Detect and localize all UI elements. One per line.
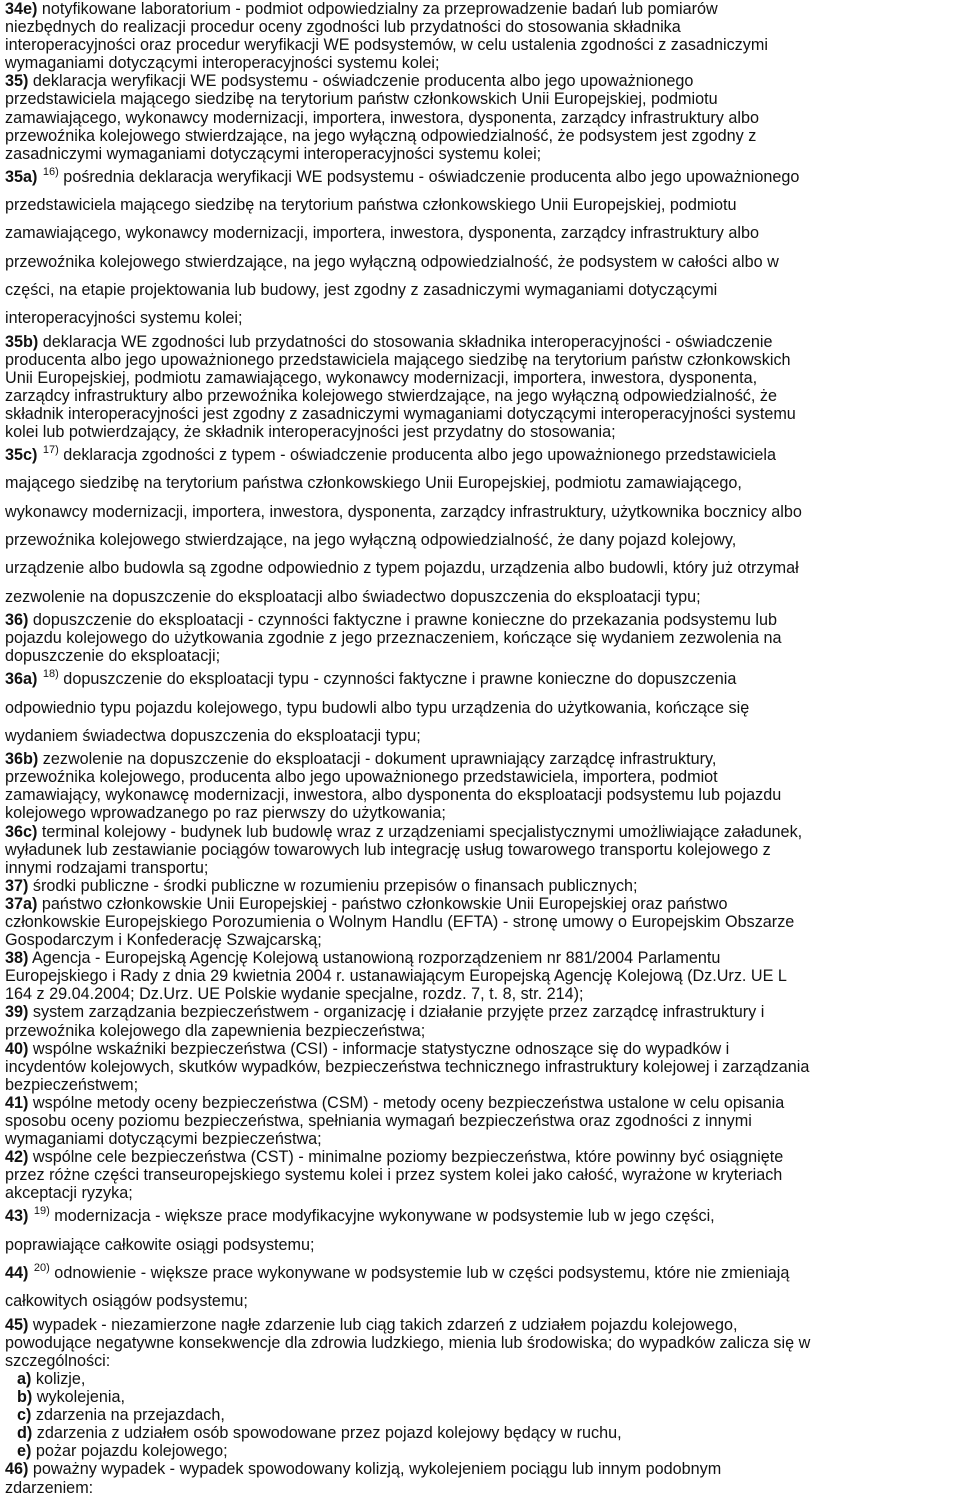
definition-45c	[5, 1406, 954, 1424]
definition-text: dopuszczenie do eksploatacji - czynności faktyczne i prawne konieczne do przekazania podsystemu lub	[28, 610, 778, 629]
definition-line	[5, 841, 954, 859]
definition-text: zamawiającego, wykonawcy modernizacji, importera, inwestora, dysponenta, zarządcy infrastruktury albo	[5, 224, 759, 243]
definition-line	[5, 441, 954, 469]
definition-text: przewoźnika kolejowego dla zapewnienia bezpieczeństwa;	[5, 1021, 426, 1040]
definition-35c	[5, 441, 954, 611]
definition-text: wspólne wskaźniki bezpieczeństwa (CSI) - informacje statystyczne odnoszące się do wypadków i	[28, 1039, 730, 1058]
definition-text: mającego siedzibę na terytorium państwa członkowskiego Unii Europejskiej, podmiotu zamawiającego,	[5, 474, 742, 493]
definition-text: przewoźnika kolejowego, producenta albo jego upoważnionego przedstawiciela, importera, podmiot	[5, 768, 718, 787]
definition-number: c)	[17, 1406, 32, 1425]
definition-line	[5, 1316, 954, 1334]
definition-number: 40)	[5, 1039, 29, 1058]
definition-text: całkowitych osiągów podsystemu;	[5, 1292, 248, 1311]
definition-text: poważny wypadek - wypadek spowodowany kolizją, wykolejeniem pociągu lub innym podobnym	[28, 1460, 722, 1479]
definition-line	[5, 1112, 954, 1130]
definition-line	[5, 1388, 954, 1406]
definition-line	[5, 1202, 954, 1230]
definition-line	[5, 333, 954, 351]
definition-35b	[5, 333, 954, 442]
definition-line	[5, 109, 954, 127]
definition-text: przewoźnika kolejowego stwierdzające, na jego wyłączną odpowiedzialność, że dany pojazd kolejowy,	[5, 531, 737, 550]
definition-number: 41)	[5, 1093, 29, 1112]
definition-text: zamawiający, wykonawcę modernizacji, inwestora, albo dysponenta do eksploatacji podsystemu lub pojazdu	[5, 786, 782, 805]
definition-line	[5, 804, 954, 822]
definition-number: 42)	[5, 1148, 29, 1167]
definition-text: pożar pojazdu kolejowego;	[31, 1442, 228, 1461]
definition-46	[5, 1460, 954, 1496]
definition-line	[5, 405, 954, 423]
definition-text: kolizje,	[31, 1369, 86, 1388]
definition-text: bezpieczeństwem;	[5, 1075, 139, 1094]
definition-text: dopuszczenie do eksploatacji;	[5, 647, 221, 666]
definition-text: przewoźnika kolejowego stwierdzające, na jego wyłączną odpowiedzialność, że podsystem jest zgodny z	[5, 126, 757, 145]
definition-line	[5, 18, 954, 36]
definition-35	[5, 72, 954, 162]
definition-text: Gospodarczym i Konfederację Szwajcarską;	[5, 931, 322, 950]
definition-text: producenta albo jego upoważnionego przedstawiciela mającego siedzibę na terytorium państw członkowskich	[5, 350, 791, 369]
definition-line	[5, 554, 954, 582]
definition-text: zdarzenia na przejazdach,	[31, 1406, 225, 1425]
definition-text: wymaganiami dotyczącymi bezpieczeństwa;	[5, 1130, 322, 1149]
definition-line	[5, 219, 954, 247]
definition-34e	[5, 0, 954, 72]
definition-line	[5, 526, 954, 554]
definition-number: 43)	[5, 1207, 29, 1226]
definition-number: 44)	[5, 1264, 29, 1283]
definition-text: zezwolenie na dopuszczenie do eksploatacji albo świadectwo dopuszczenia do eksploatacji typu;	[5, 587, 701, 606]
definition-text: terminal kolejowy - budynek lub budowlę wraz z urządzeniami specjalistycznymi umożliwiające załadunek,	[37, 822, 803, 841]
definition-line	[5, 1184, 954, 1202]
definition-36b	[5, 750, 954, 822]
definition-text: Agencja - Europejską Agencję Kolejową ustanowioną rozporządzeniem nr 881/2004 Parlamentu	[28, 949, 721, 968]
definition-text: wydaniem świadectwa dopuszczenia do eksploatacji typu;	[5, 726, 421, 745]
definition-line	[5, 611, 954, 629]
definition-line	[5, 722, 954, 750]
footnote-marker: 16)	[42, 165, 59, 178]
definition-line	[5, 351, 954, 369]
definition-text: deklaracja zgodności z typem - oświadczenie producenta albo jego upoważnionego przedstawiciela	[58, 446, 776, 465]
definition-line	[5, 1148, 954, 1166]
definition-line	[5, 127, 954, 145]
definition-text: Unii Europejskiej, podmiotu zamawiającego, wykonawcy modernizacji, importera, inwestora, dysponenta,	[5, 368, 758, 387]
definition-line	[5, 1442, 954, 1460]
definition-line	[5, 191, 954, 219]
definition-44	[5, 1259, 954, 1316]
definition-40	[5, 1040, 954, 1094]
definition-line	[5, 1259, 954, 1287]
definition-45e	[5, 1442, 954, 1460]
definition-line	[5, 694, 954, 722]
definition-text: powodujące negatywne konsekwencje dla zdrowia ludzkiego, mienia lub środowiska; do wypadków zalicza się w	[5, 1333, 811, 1352]
definition-text: innymi rodzajami transportu;	[5, 858, 209, 877]
footnote-marker: 18)	[42, 668, 59, 681]
definition-line	[5, 1166, 954, 1184]
definition-text: kolejowego wprowadzanego po raz pierwszy do użytkowania;	[5, 804, 446, 823]
definition-number: d)	[17, 1424, 33, 1443]
definition-number: 38)	[5, 949, 29, 968]
definition-36c	[5, 823, 954, 877]
definition-line	[5, 768, 954, 786]
definition-number: b)	[17, 1388, 33, 1407]
definition-42	[5, 1148, 954, 1202]
definition-line	[5, 72, 954, 90]
definition-38	[5, 949, 954, 1003]
definition-line	[5, 1370, 954, 1388]
definition-line	[5, 1130, 954, 1148]
footnote-marker: 17)	[42, 444, 59, 457]
definition-number: 36b)	[5, 750, 39, 769]
definition-text: Europejskiego i Rady z dnia 29 kwietnia 2004 r. ustanawiającym Europejską Agencję Kolejową (Dz.Urz. UE L	[5, 967, 787, 986]
definition-text: wypadek - niezamierzone nagłe zdarzenie lub ciąg takich zdarzeń z udziałem pojazdu kolejowego,	[28, 1315, 738, 1334]
definition-number: 35)	[5, 72, 29, 91]
definition-number: 36)	[5, 610, 29, 629]
definition-text: odpowiednio typu pojazdu kolejowego, typu budowli albo typu urządzenia do użytkowania, kończące się	[5, 698, 750, 717]
definition-45a	[5, 1370, 954, 1388]
definition-text: interoperacyjności systemu kolei;	[5, 309, 243, 328]
definition-number: 37)	[5, 876, 29, 895]
definition-45	[5, 1316, 954, 1370]
definition-text: wykolejenia,	[32, 1388, 125, 1407]
definition-text: niezbędnych do realizacji procedur oceny zgodności lub przydatności do stosowania składnika	[5, 18, 681, 37]
definition-line	[5, 369, 954, 387]
definition-line	[5, 629, 954, 647]
definition-45b	[5, 1388, 954, 1406]
definition-text: przewoźnika kolejowego stwierdzające, na jego wyłączną odpowiedzialność, że podsystem w całości albo w	[5, 252, 779, 271]
definition-line	[5, 1334, 954, 1352]
definition-text: zdarzeniem:	[5, 1478, 94, 1497]
definition-line	[5, 895, 954, 913]
definition-text: zarządcy infrastruktury albo przewoźnika kolejowego stwierdzające, na jego wyłączną odpowiedzialność, że	[5, 386, 777, 405]
definition-number: 35b)	[5, 332, 39, 351]
definition-number: 46)	[5, 1460, 29, 1479]
definition-line	[5, 786, 954, 804]
definition-text: wspólne metody oceny bezpieczeństwa (CSM) - metody oceny bezpieczeństwa ustalone w celu opisania	[28, 1093, 785, 1112]
definition-text: pośrednia deklaracja weryfikacji WE podsystemu - oświadczenie producenta albo jego upoważnionego	[58, 167, 800, 186]
definition-text: modernizacja - większe prace modyfikacyjne wykonywane w podsystemie lub w jego części,	[49, 1207, 715, 1226]
definition-text: zamawiającego, wykonawcy modernizacji, importera, inwestora, dysponenta, zarządcy infrastruktury albo	[5, 108, 759, 127]
definition-line	[5, 145, 954, 163]
definition-number: a)	[17, 1369, 32, 1388]
definition-text: członkowskie Europejskiego Porozumienia o Wolnym Handlu (EFTA) - stronę umowy o Europejskim Obszarze	[5, 912, 795, 931]
definition-line	[5, 877, 954, 895]
definition-number: 35c)	[5, 446, 38, 465]
definition-text: pojazdu kolejowego do użytkowania zgodnie z jego przeznaczeniem, kończące się wydaniem zezwolenia na	[5, 629, 782, 648]
definition-text: wykonawcy modernizacji, importera, inwestora, dysponenta, zarządcy infrastruktury, użytkownika bocznicy albo	[5, 502, 802, 521]
definition-text: wspólne cele bezpieczeństwa (CST) - minimalne poziomy bezpieczeństwa, które powinny być osiągnięte	[28, 1148, 784, 1167]
definition-line	[5, 1460, 954, 1478]
definition-line	[5, 423, 954, 441]
definition-line	[5, 498, 954, 526]
definition-line	[5, 1406, 954, 1424]
definition-41	[5, 1094, 954, 1148]
definition-36	[5, 611, 954, 665]
definition-text: zasadniczymi wymaganiami dotyczącymi interoperacyjności systemu kolei;	[5, 144, 542, 163]
definition-line	[5, 276, 954, 304]
definition-line	[5, 1287, 954, 1315]
definition-line	[5, 304, 954, 332]
definition-line	[5, 1003, 954, 1021]
definition-line	[5, 1058, 954, 1076]
definition-line	[5, 163, 954, 191]
definition-text: odnowienie - większe prace wykonywane w podsystemie lub w części podsystemu, które nie zmieniają	[49, 1264, 790, 1283]
definition-number: e)	[17, 1442, 32, 1461]
definition-45d	[5, 1424, 954, 1442]
definition-line	[5, 1352, 954, 1370]
definition-text: wymaganiami dotyczącymi interoperacyjności systemu kolei;	[5, 54, 440, 73]
definition-35a	[5, 163, 954, 333]
definition-line	[5, 750, 954, 768]
definition-line	[5, 1022, 954, 1040]
definition-text: szczególności:	[5, 1351, 111, 1370]
definition-line	[5, 387, 954, 405]
definition-text: wyładunek lub zestawianie pociągów towarowych lub integrację usług towarowego transportu kolejowego z	[5, 840, 771, 859]
definition-text: przedstawiciela mającego siedzibę na terytorium państw członkowskich Unii Europejskiej, podmiotu	[5, 90, 718, 109]
definition-line	[5, 931, 954, 949]
definition-text: przez różne części transeuropejskiego systemu kolei i przez system kolei jako całość, wyrażone w kryteriach	[5, 1166, 783, 1185]
footnote-marker: 19)	[33, 1205, 50, 1218]
definition-line	[5, 54, 954, 72]
definition-number: 45)	[5, 1315, 29, 1334]
definition-37a	[5, 895, 954, 949]
definition-text: interoperacyjności oraz procedur weryfikacji WE podsystemów, w celu ustalenia zgodności z zasadniczymi	[5, 36, 768, 55]
definition-line	[5, 1040, 954, 1058]
definition-line	[5, 859, 954, 877]
definition-text: incydentów kolejowych, skutków wypadków, bezpieczeństwa technicznego infrastruktury kolejowej i zarządzania	[5, 1057, 810, 1076]
definition-line	[5, 1094, 954, 1112]
definition-text: deklaracja weryfikacji WE podsystemu - oświadczenie producenta albo jego upoważnionego	[28, 72, 694, 91]
definition-number: 39)	[5, 1003, 29, 1022]
definition-text: deklaracja WE zgodności lub przydatności do stosowania składnika interoperacyjności - oświadczenie	[38, 332, 773, 351]
definition-line	[5, 1424, 954, 1442]
definition-line	[5, 949, 954, 967]
definition-43	[5, 1202, 954, 1259]
definition-line	[5, 913, 954, 931]
definition-text: zezwolenie na dopuszczenie do eksploatacji - dokument uprawniający zarządcę infrastruktury,	[38, 750, 717, 769]
definition-text: zdarzenia z udziałem osób spowodowane przez pojazd kolejowy będący w ruchu,	[32, 1424, 622, 1443]
definition-line	[5, 583, 954, 611]
definition-text: akceptacji ryzyka;	[5, 1184, 133, 1203]
definition-line	[5, 985, 954, 1003]
definition-line	[5, 1231, 954, 1259]
definition-text: urządzenie albo budowla są zgodne odpowiednio z typem pojazdu, urządzenia albo budowli, który już otrzymał	[5, 559, 799, 578]
footnote-marker: 20)	[33, 1262, 50, 1275]
definition-line	[5, 248, 954, 276]
definition-37	[5, 877, 954, 895]
definition-line	[5, 647, 954, 665]
definition-text: części, na etapie projektowania lub budowy, jest zgodny z zasadniczymi wymaganiami dotyczącymi	[5, 281, 718, 300]
definition-text: kolei lub potwierdzający, że składnik interoperacyjności jest przydatny do stosowania;	[5, 423, 616, 442]
definition-line	[5, 665, 954, 693]
definition-text: środki publiczne - środki publiczne w rozumieniu przepisów o finansach publicznych;	[28, 876, 638, 895]
definition-line	[5, 0, 954, 18]
definition-number: 36c)	[5, 822, 38, 841]
definition-text: system zarządzania bezpieczeństwem - organizację i działanie przyjęte przez zarządcę infrastruktury i	[28, 1003, 765, 1022]
definition-line	[5, 36, 954, 54]
definition-text: składnik interoperacyjności jest zgodny z zasadniczymi wymaganiami dotyczącymi interoperacyjności systemu	[5, 405, 796, 423]
definition-line	[5, 469, 954, 497]
definition-number: 35a)	[5, 167, 38, 186]
definition-line	[5, 1479, 954, 1497]
definition-number: 36a)	[5, 670, 38, 689]
definition-text: notyfikowane laboratorium - podmiot odpowiedzialny za przeprowadzenie badań lub pomiarów	[37, 0, 718, 18]
definition-number: 34e)	[5, 0, 38, 18]
definition-39	[5, 1003, 954, 1039]
definition-text: przedstawiciela mającego siedzibę na terytorium państwa członkowskiego Unii Europejskiej, podmiotu	[5, 196, 737, 215]
definition-number: 37a)	[5, 894, 38, 913]
definition-text: 164 z 29.04.2004; Dz.Urz. UE Polskie wydanie specjalne, rozdz. 7, t. 8, str. 214);	[5, 985, 584, 1004]
definition-line	[5, 1076, 954, 1094]
definition-text: sposobu oceny poziomu bezpieczeństwa, spełniania wymagań bezpieczeństwa oraz zgodności z innymi	[5, 1112, 752, 1131]
definition-line	[5, 823, 954, 841]
definition-text: dopuszczenie do eksploatacji typu - czynności faktyczne i prawne konieczne do dopuszczenia	[58, 670, 737, 689]
definition-line	[5, 967, 954, 985]
definition-text: poprawiające całkowite osiągi podsystemu;	[5, 1235, 315, 1254]
definition-text: państwo członkowskie Unii Europejskiej - państwo członkowskie Unii Europejskiej oraz państwo	[37, 894, 728, 913]
definition-36a	[5, 665, 954, 750]
definition-line	[5, 90, 954, 108]
